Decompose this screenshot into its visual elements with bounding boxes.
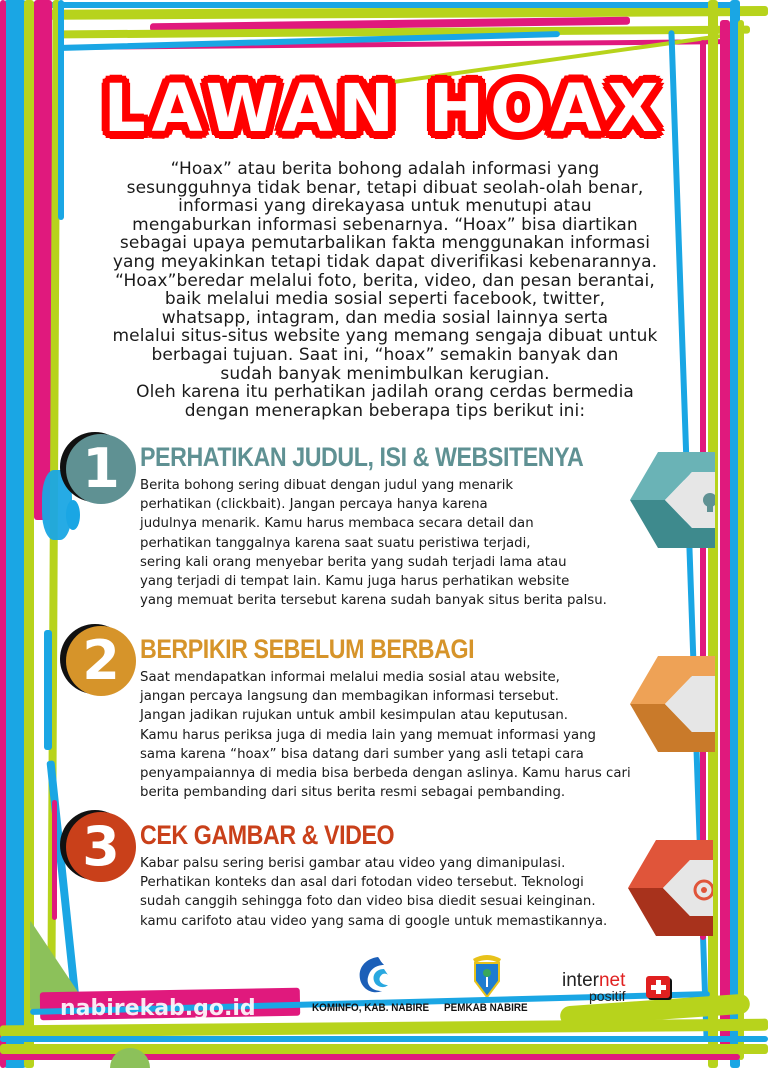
- intro-line: melalui situs-situs website yang memang sengaja dibuat untuk: [112, 326, 658, 347]
- kominfo-logo-icon: [356, 955, 392, 995]
- tip-body: Berita bohong sering dibuat dengan judul yang menarik perhatikan (clickbait). Jangan percaya hanya karena judulnya menarik. Kamu harus membaca secara detail dan perhatikan tanggalnya karena saat suatu peristiwa terjadi, sering kali orang menyebar berita yang sudah terjadi lama atau yang terjadi di tempat lain. Kamu juga harus perhatikan website yang memuat berita tersebut karena sudah banyak situs berita palsu.: [140, 478, 607, 609]
- pemkab-crest-icon: [469, 953, 505, 997]
- poster-title: LAWAN HOAX: [103, 70, 665, 147]
- lightbulb-icon: [620, 450, 715, 550]
- kominfo-label: KOMINFO, KAB. NABIRE: [312, 1002, 430, 1014]
- tip-body: Kabar palsu sering berisi gambar atau video yang dimanipulasi. Perhatikan konteks dan asal dari fotodan video tersebut. Teknologi sudah canggih sehingga foto dan video bisa diedit sesuai keinginan. kamu carifoto atau video yang sama di google untuk memastikannya.: [140, 856, 608, 929]
- target-icon: [618, 838, 713, 938]
- intro-line: “Hoax”beredar melalui foto, berita, video, dan pesan berantai,: [115, 270, 655, 291]
- intro-line: baik melalui media sosial seperti facebook, twitter,: [164, 289, 606, 310]
- tip-heading: PERHATIKAN JUDUL, ISI & WEBSITENYA: [140, 442, 584, 472]
- intro-line: sesungguhnya tidak benar, tetapi dibuat seolah-olah benar,: [126, 177, 644, 198]
- tip-number-badge: 2: [66, 626, 136, 696]
- intro-line: Oleh karena itu perhatikan jadilah orang cerdas bermedia: [136, 382, 634, 403]
- intro-line: whatsapp, intagram, dan media sosial lainnya serta: [161, 307, 609, 328]
- internet-positif-logo: internet positif: [562, 970, 626, 1004]
- tip-heading: BERPIKIR SEBELUM BERBAGI: [140, 634, 475, 664]
- tip-number-badge: 1: [66, 434, 136, 504]
- intro-paragraph: [85, 160, 685, 420]
- tip-body: Saat mendapatkan informai melalui media sosial atau website, jangan percaya langsung dan membagikan informasi tersebut. Jangan jadikan rujukan untuk ambil kesimpulan atau keputusan. Kamu harus periksa juga di media lain yang memuat informasi yang sama karena “hoax” bisa datang dari sumber yang asli tetapi cara penyampaiannya di media bisa berbeda dengan aslinya. Kamu harus cari berita pembanding dari situs berita resmi sebagai pembanding.: [140, 670, 631, 801]
- plus-badge-icon: [646, 976, 676, 1004]
- intro-line: dengan menerapkan beberapa tips berikut ini:: [184, 400, 586, 421]
- intro-line: “Hoax” atau berita bohong adalah informasi yang: [170, 159, 600, 179]
- intro-line: yang meyakinkan tetapi tidak dapat diverifikasi kebenarannya.: [112, 251, 658, 272]
- intro-line: sebagai upaya pemutarbalikan fakta menggunakan informasi: [119, 233, 651, 254]
- intro-line: informasi yang direkayasa untuk menutupi atau: [178, 196, 592, 217]
- tip-number-badge: 3: [66, 812, 136, 882]
- website-url: nabirekab.go.id: [60, 996, 256, 1021]
- pemkab-label: PEMKAB NABIRE: [444, 1002, 528, 1014]
- intro-line: mengaburkan informasi sebenarnya. “Hoax” bisa diartikan: [132, 214, 638, 235]
- tip-heading: CEK GAMBAR & VIDEO: [140, 820, 395, 850]
- intro-line: sudah banyak menimbulkan kerugian.: [220, 363, 550, 384]
- intro-line: berbagai tujuan. Saat ini, “hoax” semakin banyak dan: [151, 344, 619, 365]
- cube-icon: [620, 654, 715, 754]
